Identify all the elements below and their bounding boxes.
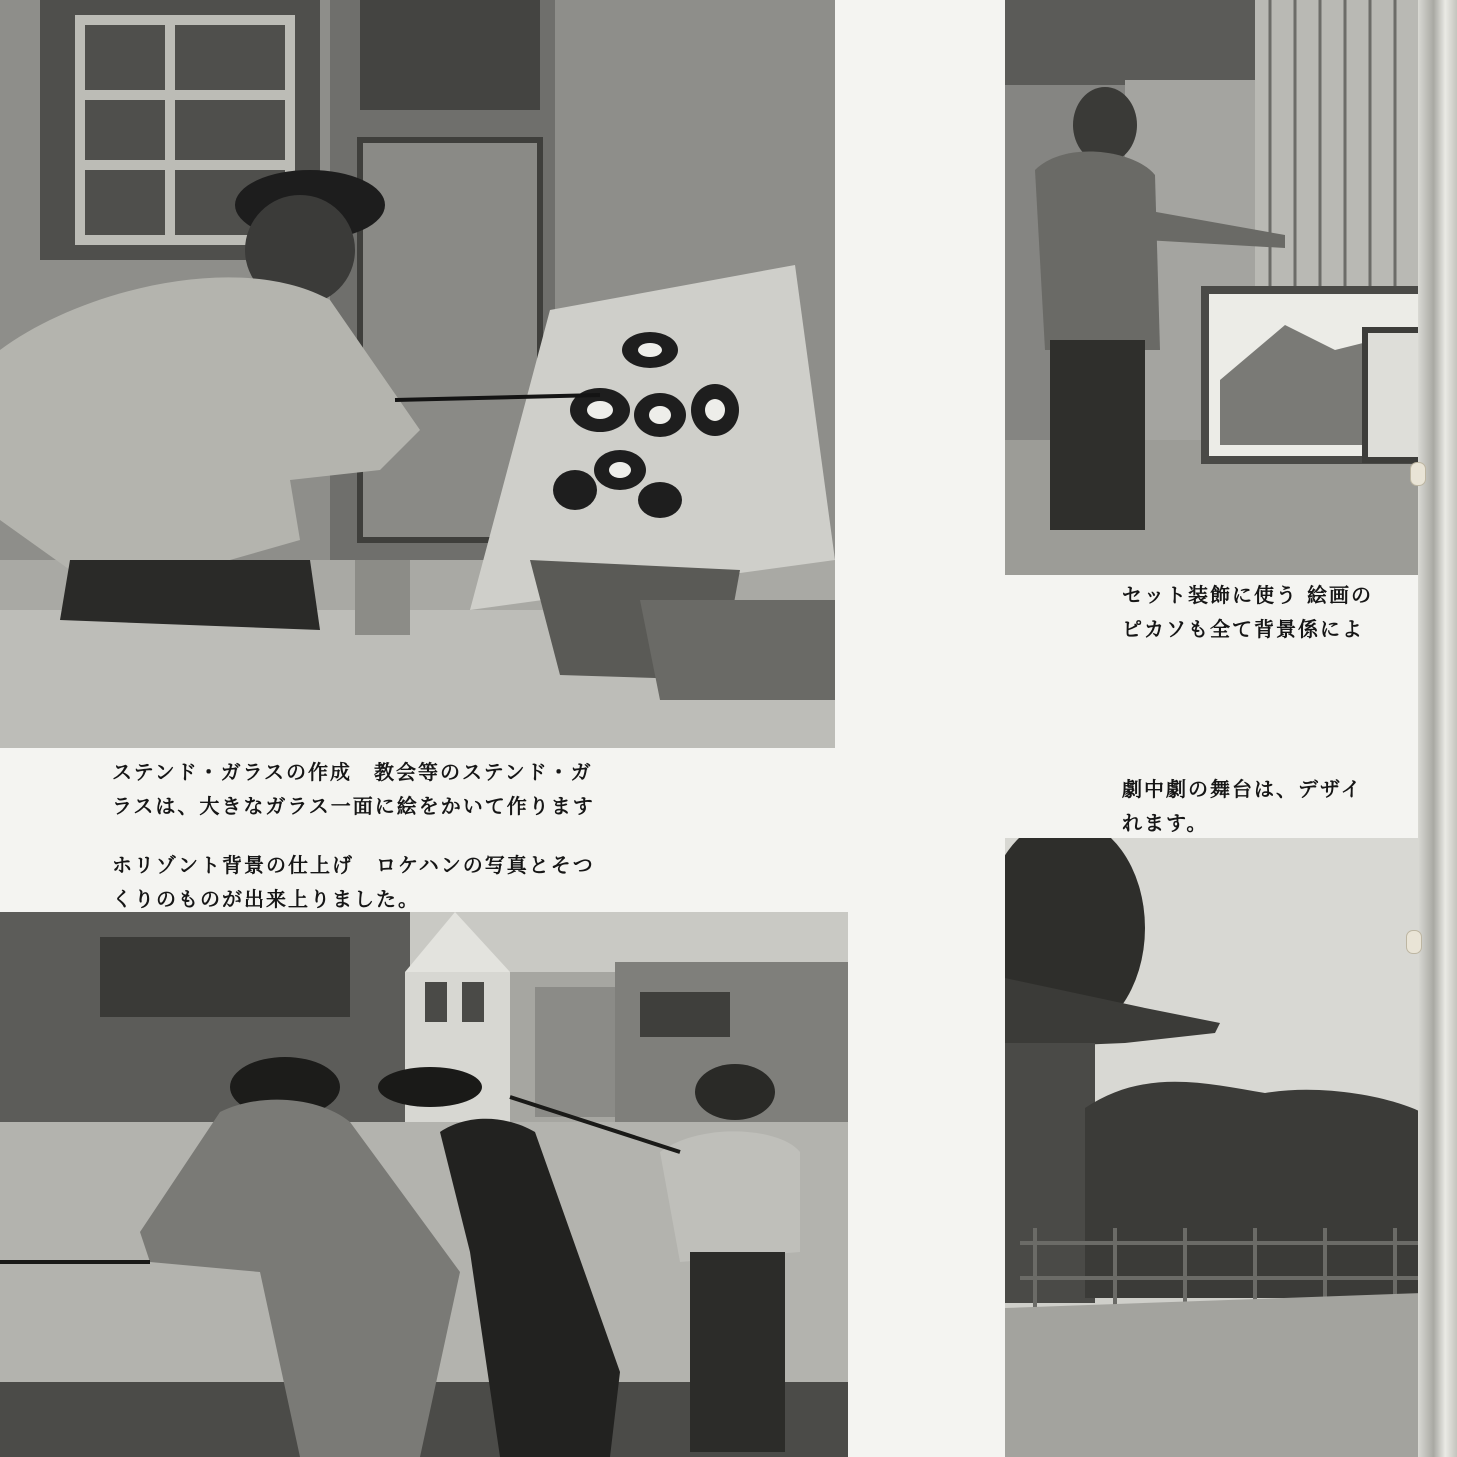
photo-temple — [1005, 838, 1423, 1457]
caption-play-in-play: 劇中劇の舞台は、デザイ れます。 — [1122, 777, 1363, 835]
caption-stained-glass: ステンド・ガラスの作成 教会等のステンド・ガ ラスは、大きなガラス一面に絵をかいて作ります — [112, 760, 595, 818]
caption-horizont: ホリゾント背景の仕上げ ロケハンの写真とそつ くりのものが出来上りました。 — [112, 853, 595, 911]
binding-staple — [1406, 930, 1422, 954]
photo-set-decoration — [1005, 0, 1423, 575]
caption-set-decoration: セット装飾に使う 絵画の ピカソも全て背景係によ — [1122, 583, 1373, 641]
stained-glass-scene — [0, 0, 835, 748]
horizont-scene — [0, 912, 848, 1457]
book-binding — [1418, 0, 1457, 1457]
photo-stained-glass — [0, 0, 835, 748]
photo-horizont — [0, 912, 848, 1457]
set-decoration-scene — [1005, 0, 1423, 575]
temple-scene — [1005, 838, 1423, 1457]
binding-staple — [1410, 462, 1426, 486]
